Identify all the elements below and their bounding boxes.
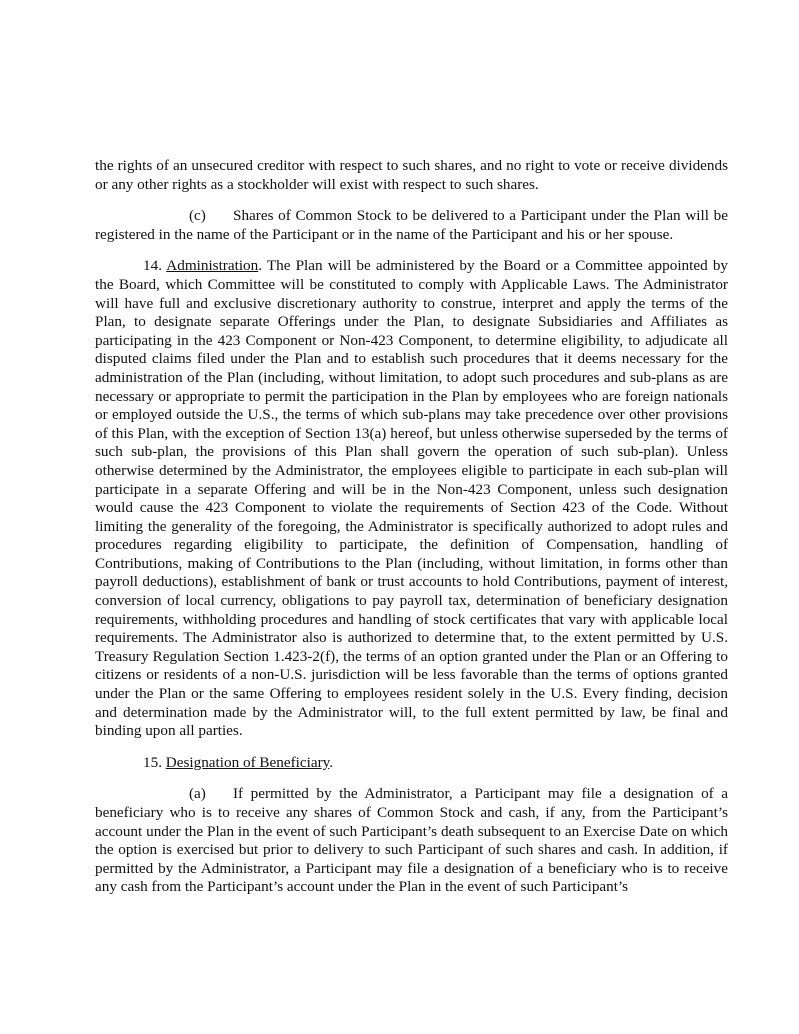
section-14-number: 14. bbox=[143, 257, 162, 275]
paragraph-c bbox=[95, 207, 728, 244]
paragraph-c-label: (c) bbox=[189, 207, 206, 225]
section-14-heading: Administration bbox=[166, 257, 259, 275]
paragraph-15a-label: (a) bbox=[189, 785, 206, 803]
paragraph-continuation: the rights of an unsecured creditor with respect to such shares, and no right to vote or receive dividends or any other rights as a stockholder will exist with respect to such shares. bbox=[95, 157, 728, 193]
section-15-trail: . bbox=[329, 753, 334, 771]
document-page bbox=[95, 157, 728, 897]
paragraph-15a-text: If permitted by the Administrator, a Participant may file a designation of a beneficiary who is to receive any shares of Common Stock and cash, if any, from the Participant’s account under the Plan in the event of such Participant’s death subsequent to an Exercise Date on which the option is exercised but prior to delivery to such Participant of such shares and cash. In addition, if permitted by the Administrator, a Participant may file a designation of a beneficiary who is to receive any cash from the Participant’s account under the Plan in the event of such Participant’s bbox=[95, 785, 728, 896]
section-15-number: 15. bbox=[143, 753, 162, 771]
paragraph-c-text: Shares of Common Stock to be delivered to a Participant under the Plan will be registered in the name of the Participant or in the name of the Participant and his or her spouse. bbox=[95, 207, 728, 243]
section-15-heading-line bbox=[95, 754, 728, 773]
section-15-heading: Designation of Beneficiary bbox=[165, 753, 330, 771]
section-14-text: . The Plan will be administered by the Board or a Committee appointed by the Board, which Committee will be constituted to comply with Applicable Laws. The Administrator will have full and exclusive discretionary authority to construe, interpret and apply the terms of the Plan, to designate separate Offerings under the Plan, to designate Subsidiaries and Affiliates as participating in the 423 Component or Non-423 Component, to determine eligibility, to adjudicate all disputed claims filed under the Plan and to establish such procedures that it deems necessary for the administration of the Plan (including, without limitation, to adopt such procedures and sub-plans as are necessary or appropriate to permit the participation in the Plan by employees who are foreign nationals or employed outside the U.S., the terms of which sub-plans may take precedence over other provisions of this Plan, with the exception of Section 13(a) hereof, but unless otherwise superseded by the terms of such sub-plan, the provisions of this Plan shall govern the operation of such sub-plan). Unless otherwise determined by the Administrator, the employees eligible to participate in each sub-plan will participate in a separate Offering and will be in the Non-423 Component, unless such designation would cause the 423 Component to violate the requirements of Section 423 of the Code. Without limiting the generality of the foregoing, the Administrator is specifically authorized to adopt rules and procedures regarding eligibility to participate, the definition of Compensation, handling of Contributions, making of Contributions to the Plan (including, without limitation, in forms other than payroll deductions), establishment of bank or trust accounts to hold Contributions, payment of interest, conversion of local currency, obligations to pay payroll tax, determination of beneficiary designation requirements, withholding procedures and handling of stock certificates that vary with applicable local requirements. The Administrator also is authorized to determine that, to the extent permitted by U.S. Treasury Regulation Section 1.423-2(f), the terms of an option granted under the Plan or an Offering to citizens or residents of a non-U.S. jurisdiction will be less favorable than the terms of options granted under the Plan or the same Offering to employees resident solely in the U.S. Every finding, decision and determination made by the Administrator will, to the full extent permitted by law, be final and binding upon all parties. bbox=[95, 257, 729, 740]
paragraph-15a bbox=[95, 785, 728, 897]
section-14-paragraph bbox=[95, 257, 728, 740]
